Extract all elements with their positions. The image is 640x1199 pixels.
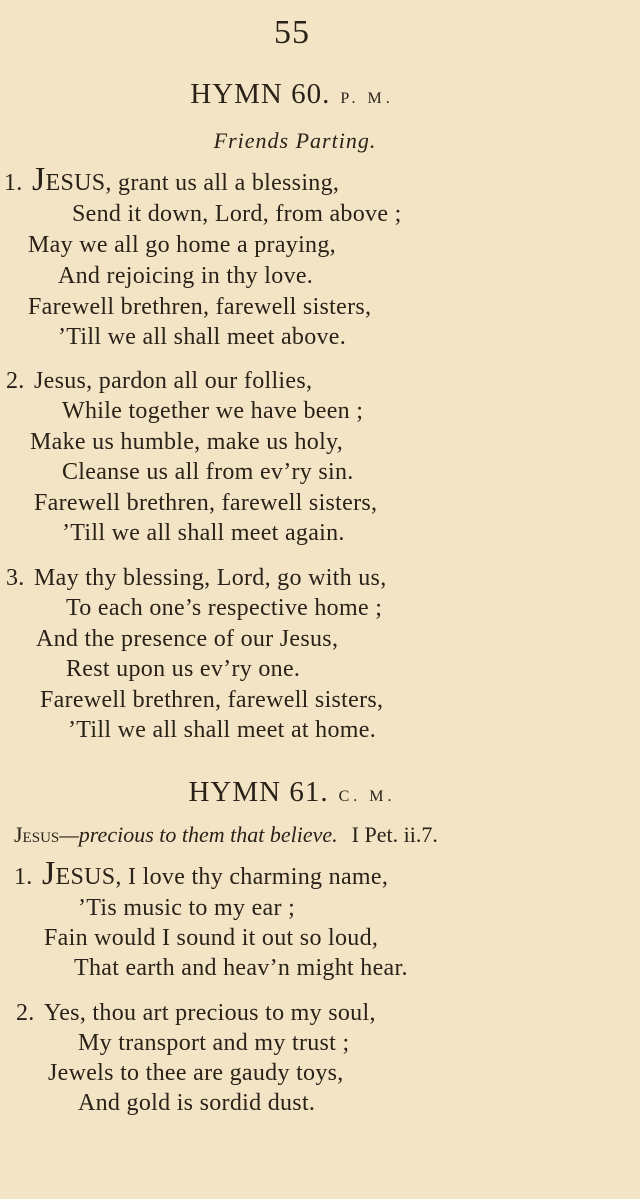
- hymn-61-title: [0, 776, 584, 809]
- hymn-61-subtitle: [14, 822, 634, 848]
- hymn-60-verse-2-line-3: Make us humble, make us holy,: [30, 429, 344, 455]
- hymn-61-verse-2-line-2: My transport and my trust ;: [78, 1030, 350, 1056]
- verse-number: 3.: [6, 565, 25, 591]
- hymn-60-verse-2-line-2: While together we have been ;: [62, 398, 364, 424]
- hymn-60-verse-3-line-6: ’Till we all shall meet at home.: [68, 717, 376, 743]
- hymn-61-verse-2-line-1: [16, 1000, 376, 1027]
- hymn-61-verse-2-line-4: And gold is sordid dust.: [78, 1090, 316, 1116]
- verse-text: ESUS, grant us all a blessing,: [45, 170, 340, 196]
- scripture-reference: I Pet. ii.7.: [351, 822, 438, 847]
- hymn-60-subtitle: Friends Parting.: [213, 128, 377, 153]
- hymn-60-verse-3-line-1: [6, 565, 387, 592]
- hymn-60-title: [0, 78, 584, 111]
- verse-text: May thy blessing, Lord, go with us,: [34, 565, 387, 591]
- subtitle-text: —precious to them that believe.: [59, 822, 338, 847]
- hymn-60-verse-3-line-3: And the presence of our Jesus,: [36, 626, 339, 652]
- verse-text: Yes, thou art precious to my soul,: [44, 1000, 376, 1026]
- hymn-61-verse-1-line-1: [14, 855, 389, 892]
- hymn-61-verse-1-line-2: ’Tis music to my ear ;: [78, 895, 296, 921]
- hymn-61-meter: C. M.: [338, 788, 396, 805]
- hymn-61-verse-1-line-4: That earth and heav’n might hear.: [74, 955, 408, 981]
- hymn-60-verse-1-line-3: May we all go home a praying,: [28, 232, 336, 258]
- drop-cap: J: [42, 855, 56, 892]
- hymn-60-verse-3-line-4: Rest upon us ev’ry one.: [66, 656, 301, 682]
- hymn-60-meter: P. M.: [340, 90, 394, 107]
- verse-number: 1.: [14, 864, 33, 890]
- hymn-60-verse-3-line-5: Farewell brethren, farewell sisters,: [40, 687, 384, 713]
- hymn-60-verse-2-line-6: ’Till we all shall meet again.: [62, 520, 345, 546]
- hymn-60-verse-2-line-1: [6, 368, 312, 395]
- hymn-60-verse-1-line-1: [4, 161, 340, 198]
- hymn-60-verse-2-line-5: Farewell brethren, farewell sisters,: [34, 490, 378, 516]
- hymn-61-verse-2-line-3: Jewels to thee are gaudy toys,: [48, 1060, 344, 1086]
- drop-cap: J: [32, 161, 46, 198]
- hymn-60-title-text: HYMN 60.: [190, 78, 331, 110]
- hymn-61-verse-1-line-3: Fain would I sound it out so loud,: [44, 925, 379, 951]
- hymn-60-verse-2-line-4: Cleanse us all from ev’ry sin.: [62, 459, 354, 485]
- hymn-60-verse-1-line-2: Send it down, Lord, from above ;: [72, 201, 402, 227]
- hymn-60-verse-1-line-5: Farewell brethren, farewell sisters,: [28, 294, 372, 320]
- verse-text: ESUS, I love thy charming name,: [55, 864, 389, 890]
- hymn-60-verse-1-line-6: ’Till we all shall meet above.: [58, 324, 347, 350]
- page-number: 55: [274, 14, 310, 51]
- verse-number: 2.: [16, 1000, 35, 1026]
- hymn-61-title-text: HYMN 61.: [188, 776, 329, 808]
- verse-text: Jesus, pardon all our follies,: [34, 368, 313, 394]
- verse-number: 2.: [6, 368, 25, 394]
- subtitle-name: Jesus: [14, 822, 60, 847]
- verse-number: 1.: [4, 170, 23, 196]
- hymn-60-verse-1-line-4: And rejoicing in thy love.: [58, 263, 314, 289]
- hymn-60-verse-3-line-2: To each one’s respective home ;: [66, 595, 383, 621]
